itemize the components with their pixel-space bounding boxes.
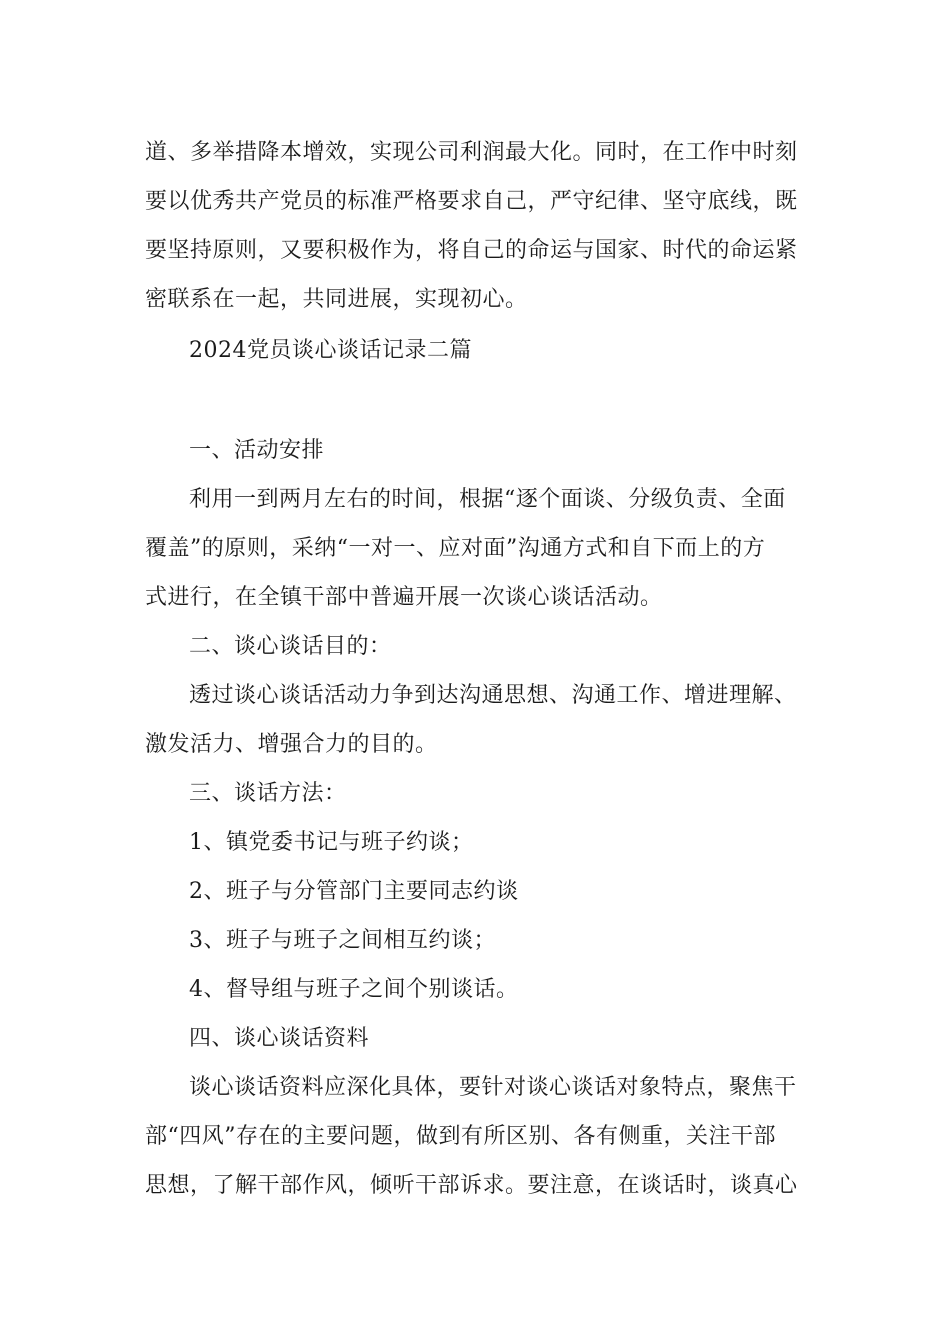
heading-activity-arrangement: 一、活动安排 [189, 438, 325, 463]
text-line: 道、多举措降本增效，实现公司利润最大化。同时，在工作中时刻 [145, 140, 798, 165]
text-line: 覆盖”的原则，采纳“一对一、应对面”沟通方式和自下而上的方 [145, 536, 766, 561]
list-item: 4、督导组与班子之间个别谈话。 [189, 977, 519, 1002]
text-line: 式进行，在全镇干部中普遍开展一次谈心谈话活动。 [145, 585, 663, 610]
heading-purpose: 二、谈心谈话目的： [189, 634, 392, 659]
text-line: 要以优秀共产党员的标准严格要求自己，严守纪律、坚守底线，既 [145, 189, 798, 214]
text-line: 谈心谈话资料应深化具体，要针对谈心谈话对象特点，聚焦干 [189, 1075, 797, 1100]
text-line: 激发活力、增强合力的目的。 [145, 732, 438, 757]
text-line: 部“四风”存在的主要问题，做到有所区别、各有侧重，关注干部 [145, 1124, 776, 1149]
heading-method: 三、谈话方法： [189, 781, 347, 806]
paragraph-closing [145, 128, 807, 324]
body-content [145, 426, 807, 1210]
section-title-block [145, 326, 807, 375]
document-title: 2024党员谈心谈话记录二篇 [189, 338, 472, 363]
text-line: 要坚持原则，又要积极作为，将自己的命运与国家、时代的命运紧 [145, 238, 798, 263]
heading-materials: 四、谈心谈话资料 [189, 1026, 370, 1051]
text-line: 利用一到两月左右的时间，根据“逐个面谈、分级负责、全面 [189, 487, 786, 512]
text-line: 密联系在一起，共同进展，实现初心。 [145, 287, 528, 312]
list-item: 2、班子与分管部门主要同志约谈 [189, 879, 519, 904]
list-item: 3、班子与班子之间相互约谈； [189, 928, 496, 953]
text-line: 思想，了解干部作风，倾听干部诉求。要注意，在谈话时，谈真心 [145, 1173, 798, 1198]
text-line: 透过谈心谈话活动力争到达沟通思想、沟通工作、增进理解、 [189, 683, 797, 708]
list-item: 1、镇党委书记与班子约谈； [189, 830, 474, 855]
